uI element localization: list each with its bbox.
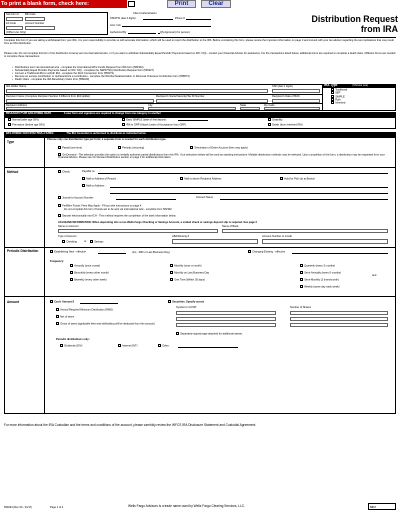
ira-type-options: [323, 88, 396, 105]
amount-gross[interactable]: [56, 322, 156, 325]
frequency-option[interactable]: [300, 264, 335, 267]
phone-label: Phone #: [175, 17, 185, 20]
ssn4-field[interactable]: [272, 89, 320, 93]
intro-paragraph: Complete this form if you are taking a withdrawal from your IRA. It is your responsibility to provide us with accurate information, which will be used to report the distribution to the IRS. Before completing this form, please review the important information on page 3 and consult with your tax advisor regarding the tax implications that may result from an IRA distribution.: [4, 39, 394, 46]
checkbox[interactable]: [90, 240, 93, 243]
page-number: Page 1 of 4: [50, 506, 64, 509]
zip-label: Zip Code: [264, 104, 275, 107]
reason-normal-label: Normal (after age 59½): [12, 118, 40, 122]
zip-field[interactable]: [264, 107, 320, 110]
mail-to-address-label: Mail to Address:: [86, 184, 105, 188]
print-blank-checkbox[interactable]: [128, 1, 135, 7]
checkbox[interactable]: [58, 196, 61, 199]
checkbox[interactable]: [58, 146, 61, 149]
payable-to-field[interactable]: [98, 170, 388, 174]
authorized-by-label: Authorized By: [110, 31, 127, 34]
recipient-address-label: Recipient Address: [6, 104, 27, 107]
phone-field[interactable]: [186, 17, 211, 20]
fa-code-field[interactable]: [6, 26, 23, 30]
ira-type-choose: (Choose one): [352, 84, 369, 87]
title-line-2: from IRA: [360, 24, 398, 34]
title-line-1: Distribution Request: [311, 14, 398, 24]
ira-type-label: SIMPLE: [335, 94, 345, 98]
recipient-dob-field[interactable]: [272, 99, 320, 103]
method-journal-label: Journal to Account Number: [62, 196, 94, 200]
checkbox[interactable]: [62, 240, 65, 243]
checkbox[interactable]: [300, 264, 303, 267]
frequency-label: Semi-Annually (every 6 months): [304, 271, 342, 275]
ssn4-label: SSN (last 4 digits): [272, 85, 293, 88]
reason-death-label: Death (from Inherited IRA): [272, 123, 303, 127]
city-label: City: [148, 104, 153, 107]
reason-ira-to-grp-label: IRA to GRP (Attach Letter of Acceptance from GRP): [126, 123, 186, 127]
acct-credit-field[interactable]: [262, 239, 388, 244]
amount-other-label: Other:: [162, 344, 170, 348]
checkbox[interactable]: [70, 264, 73, 267]
ira-type-option[interactable]: [331, 101, 396, 104]
reason-premature[interactable]: [8, 123, 45, 126]
city-field[interactable]: [148, 107, 236, 110]
shares-field-2[interactable]: [290, 317, 388, 321]
mail-above-address-label: Mail to above Recipient Address: [184, 177, 222, 181]
periodic-changing-label: Changing Existing - effective: [252, 250, 286, 254]
frequency-label: Quarterly (every 3 months): [304, 264, 336, 268]
ira-holder-name-field[interactable]: [6, 89, 268, 93]
account-savings-label: Savings: [94, 240, 104, 244]
more-info-paragraph: For more information about the IRA Custodian and the terms and conditions of the account, please carefully review the WFCS IRA Disclosure Statement and Custodial Agreement.: [4, 423, 257, 427]
authorized-by-field[interactable]: [128, 31, 156, 34]
method-label: Method: [7, 170, 19, 174]
br-code-label: BR Code: [25, 13, 36, 16]
method-journal[interactable]: [58, 196, 93, 199]
periodic-changing[interactable]: [248, 250, 285, 253]
checkbox[interactable]: [50, 300, 53, 303]
shares-field-3[interactable]: [290, 323, 388, 327]
type-on-demand-label: On-Demand - The selection provides the option to verbally authorize partial distributions from this IRA. Your selections below will be used as standing instructions. Multiple distribution methods may be selected. Upon completion of this form, a distribution may be requested from your Financial Advisor. Please see On Demand Distribution section on page 3 for additional information.: [58, 153, 385, 160]
type-partial[interactable]: [58, 146, 82, 149]
please-note-paragraph: Please note: Do not complete this form if the distribution is being sent via international wire, or if you want to withdraw Substantially Equal Periodic Payments based on IRC 72(t) - contact your Financial Advisor for assistance. For the transactions listed below, additional forms are required to complete a death claim. Different forms are needed to complete these transactions:: [4, 52, 396, 59]
fa-code-label: FA Code: [6, 22, 16, 25]
type-periodic[interactable]: [118, 146, 144, 149]
type-label: Type: [7, 140, 15, 144]
required-forms-list: [12, 66, 392, 81]
frequency-label: Bimonthly (every other month): [74, 271, 109, 275]
instructions-title: DISTRIBUTION INSTRUCTIONS: [6, 131, 54, 135]
amount-dividends[interactable]: [60, 344, 82, 347]
type-termination[interactable]: [190, 146, 248, 149]
recipient-ssn-field[interactable]: [156, 99, 268, 103]
checkbox[interactable]: [248, 250, 251, 253]
early-simple-date-field[interactable]: [178, 118, 208, 121]
type-partial-label: Partial (one-time): [62, 146, 83, 150]
reason-title: REASON FOR DISTRIBUTION: [6, 111, 51, 115]
account-or: or: [84, 240, 87, 243]
sr-box[interactable]: [368, 503, 396, 510]
symbol-field-1[interactable]: [176, 311, 276, 315]
checkbox[interactable]: [50, 250, 53, 253]
account-number-label: Account Number: [25, 22, 45, 25]
checkbox[interactable]: [118, 146, 121, 149]
reason-note: A new form and signature are required to change from one category to another: [63, 112, 161, 115]
mail-address-record-label: Mail to Address of Record: [86, 177, 116, 181]
amount-interest-label: Interest (INT): [122, 344, 138, 348]
sub-firm-field[interactable]: [6, 17, 23, 21]
amount-rmd[interactable]: [56, 308, 113, 311]
divider: [4, 37, 396, 38]
required-form-item: • Distributions sent via international wire - complete the International Wire Funds Request from IRA form (582302): [12, 66, 392, 69]
amount-net-label: Net of taxes: [60, 315, 75, 319]
checkbox[interactable]: [170, 271, 173, 274]
method-ach-label: Deposit electronically via ACH - This method requires the completion of the bank information below.: [62, 214, 177, 218]
required-form-item: • Remove an excess contribution or recharacterize a contribution - complete the IRA Recharacterization or Removal of Excess Contribution form (558573): [12, 75, 392, 78]
mail-above-address[interactable]: [180, 177, 221, 180]
ira-type-label: Inherited: [335, 101, 346, 105]
checkbox[interactable]: [70, 271, 73, 274]
account-checking-label: Checking: [66, 240, 78, 244]
state-label: State: [240, 104, 247, 107]
frequency-option[interactable]: [70, 271, 109, 274]
instructions-note: The IRA Custodian is authorized to distribute as indicated below.: [66, 132, 147, 135]
amount-cash-label: Cash: Amount $: [54, 300, 74, 304]
br-code-field[interactable]: [25, 17, 45, 21]
checkbox[interactable]: [56, 322, 59, 325]
checkbox[interactable]: [82, 177, 85, 180]
checkbox[interactable]: [56, 308, 59, 311]
acct-info-label: Acct. Info: [110, 24, 121, 27]
ach-info: ACH BANK INFORMATION: When depositing into a non-Wells Fargo Checking or Savings Account, a voided check or savings deposit slip is required. See page 2: [58, 221, 257, 224]
shares-field-1[interactable]: [290, 311, 388, 315]
checkbox[interactable]: [268, 123, 271, 126]
amount-gross-label: Gross of taxes (applicable fees and withholding will be deducted from this amount): [60, 322, 155, 326]
payable-to-label: Payable to:: [82, 170, 95, 173]
divider: [4, 167, 396, 168]
checkbox[interactable]: [158, 344, 161, 347]
ssn-auth-field[interactable]: [143, 17, 173, 20]
checkbox[interactable]: [60, 344, 63, 347]
reason-ira-to-grp[interactable]: [122, 123, 186, 126]
checkbox[interactable]: [190, 146, 193, 149]
periodic-establishing-label: Establishing New - effective: [54, 250, 87, 254]
type-on-demand[interactable]: [58, 153, 388, 159]
reason-death[interactable]: [268, 123, 303, 126]
recipient-name-field[interactable]: [6, 99, 154, 103]
checkbox[interactable]: [122, 118, 125, 121]
reason-early-simple[interactable]: [122, 118, 167, 121]
frequency-label: Monthly (once a month): [174, 264, 202, 268]
checkbox[interactable]: [70, 278, 73, 281]
type-termination-label: Termination of Entire Account (fees may apply): [194, 146, 248, 150]
account-savings[interactable]: [90, 240, 103, 243]
amount-securities[interactable]: [168, 300, 204, 303]
other-field[interactable]: [178, 344, 238, 348]
effective-range: (1st - 28th or Last Business Day): [132, 251, 170, 254]
checkbox[interactable]: [300, 271, 303, 274]
mail-address-record[interactable]: [82, 177, 116, 180]
periodic-label: Periodic Distribution: [7, 249, 39, 253]
qs-approval-label: QS Approval (if in person): [160, 31, 190, 34]
name-on-account-field[interactable]: [58, 229, 218, 233]
ira-holder-name-label: IRA Holder Name: [6, 85, 27, 88]
account-name-field[interactable]: [220, 196, 388, 200]
reason-premature-label: Premature (before age 59½): [12, 123, 45, 127]
type-intro: Choose only one distribution type per form; a separate form is needed for each distribution type.: [47, 138, 167, 141]
name-of-bank-label: Name of Bank: [222, 225, 239, 228]
checkbox[interactable]: [300, 278, 303, 281]
recipient-address-field[interactable]: [6, 107, 144, 110]
checkbox[interactable]: [118, 344, 121, 347]
separately-signed-label: Separately signed page attached for additional assets.: [180, 332, 243, 336]
mail-to-address-field[interactable]: [110, 184, 388, 188]
aba-field[interactable]: [172, 239, 258, 244]
ira-type-label: Traditional: [335, 88, 348, 92]
print-button[interactable]: Print: [167, 0, 196, 8]
method-fedwire-label: FedWire Funds: Fees May Apply - Fill out wire instructions on page 4.: [62, 204, 143, 208]
ira-type-label: SEP: [335, 91, 341, 95]
ssn-label: SSN/TIN (last 4 digits): [110, 17, 136, 20]
amount-dividends-label: Dividends (DIV): [64, 344, 83, 348]
amount-cash[interactable]: [50, 300, 74, 303]
checkbox[interactable]: [58, 204, 61, 207]
office-use-note: (Office Use Only): [6, 31, 26, 34]
num-shares-label: Number of Shares: [290, 306, 312, 309]
frequency-option[interactable]: [300, 278, 339, 281]
fedwire-note: Do not complete this form if funds are to be sent via international wire - complete form 582302: [64, 208, 172, 211]
separately-signed[interactable]: [176, 332, 243, 335]
checkbox[interactable]: [180, 177, 183, 180]
checkbox[interactable]: [280, 177, 283, 180]
acct-info-field[interactable]: [122, 24, 211, 27]
checkbox[interactable]: [268, 118, 271, 121]
sub-firm-label: Sub Firm #: [6, 13, 19, 16]
frequency-option[interactable]: [170, 271, 209, 274]
checkbox[interactable]: [82, 184, 85, 187]
hold-pickup[interactable]: [280, 177, 315, 180]
trademark: Wells Fargo Advisors is a trade name used by Wells Fargo Clearing Services, LLC.: [128, 504, 245, 508]
frequency-label: Semi-Monthly (2 times/month): [304, 278, 339, 282]
frequency-label: Monthly on Last Business Day: [174, 271, 210, 275]
frequency-label: Weekly (same day each week): [304, 285, 340, 289]
acct-credit-label: Account Number to Credit: [262, 235, 292, 238]
frequency-option[interactable]: [170, 264, 201, 267]
amount-interest[interactable]: [118, 344, 137, 347]
frequency-label: One Time (Within 30 days): [174, 278, 205, 282]
client-auth-label: Client Authentication: [133, 12, 157, 15]
name-on-account-label: Name on Account: [58, 225, 79, 228]
method-check[interactable]: [58, 170, 70, 173]
divider: [4, 296, 396, 297]
symbol-label: Symbol or CUSIP: [176, 306, 197, 309]
checkbox[interactable]: [170, 278, 173, 281]
ira-type-box: [322, 84, 396, 111]
periodic-only-label: Periodic distributions only:: [56, 338, 90, 341]
label-column-divider: [44, 137, 45, 414]
checkbox[interactable]: [122, 123, 125, 126]
checkbox[interactable]: [58, 214, 61, 217]
establishing-date-field[interactable]: [98, 250, 126, 254]
form-id: 590294 (Rev 09 - 01/17): [4, 506, 33, 509]
ira-type-label: Roth: [335, 98, 341, 102]
method-ach[interactable]: [58, 214, 176, 217]
amount-securities-label: Securities: Specify assets: [172, 300, 205, 304]
reason-early-simple-label: Early SIMPLE (date of first deposit:: [126, 118, 167, 122]
frequency-label: Annually (once a year): [74, 264, 101, 268]
checkbox[interactable]: [58, 170, 61, 173]
reason-normal[interactable]: [8, 118, 39, 121]
divider: [4, 247, 396, 248]
recipient-ssn-label: Recipient's Social Security/Tax ID Number: [156, 95, 205, 98]
semi-monthly-and: and: [372, 274, 377, 277]
reason-disability-label: Disability: [272, 118, 283, 122]
checkbox[interactable]: [176, 332, 179, 335]
ira-type-title: IRA Type: [324, 83, 338, 87]
sr-label: SR #: [370, 505, 376, 509]
cash-amount-field[interactable]: [80, 300, 118, 304]
amount-label: Amount: [7, 300, 20, 304]
checkbox[interactable]: [56, 315, 59, 318]
state-field[interactable]: [240, 107, 260, 110]
changing-date-field[interactable]: [292, 250, 388, 254]
symbol-field-3[interactable]: [176, 323, 276, 327]
frequency-option[interactable]: [300, 285, 339, 288]
frequency-option[interactable]: [70, 264, 100, 267]
required-form-item: • Substantially Equal Periodic Payments based on IRC 72(t) - complete the SEPP/72(t) Distribution Request form (590227): [12, 69, 392, 72]
reason-disability[interactable]: [268, 118, 283, 121]
checkbox[interactable]: [168, 300, 171, 303]
clear-button[interactable]: Clear: [201, 0, 231, 8]
required-form-item: • Death Claim - complete the IRA Beneficiary Claim form (589430): [12, 78, 392, 81]
journal-account-field[interactable]: [116, 196, 176, 200]
method-fedwire[interactable]: [58, 204, 142, 207]
type-of-account-label: Type of Account: [58, 235, 77, 238]
checkbox[interactable]: [8, 118, 11, 121]
checkbox[interactable]: [8, 123, 11, 126]
type-periodic-label: Periodic (recurring): [122, 146, 145, 150]
print-notice: To print a blank form, check here:: [0, 0, 127, 8]
frequency-label: Frequency:: [50, 260, 64, 263]
symbol-field-2[interactable]: [176, 317, 276, 321]
account-number-field[interactable]: [25, 26, 55, 30]
hold-pickup-label: Hold for Pick-Up at Branch: [284, 177, 315, 181]
required-form-item: • Convert a Traditional IRA to a Roth IRA - complete the Roth Conversion form (556071): [12, 72, 392, 75]
frequency-option[interactable]: [70, 278, 107, 281]
aba-label: ABA/Routing #: [172, 235, 190, 238]
recipient-name-label: Recipient Name (Complete Recipient Section if different from IRA Holder): [6, 95, 91, 98]
account-checking[interactable]: [62, 240, 77, 243]
frequency-option[interactable]: [170, 278, 205, 281]
checkbox[interactable]: [300, 285, 303, 288]
mail-to-address-field-2[interactable]: [110, 190, 388, 194]
account-name-label: Account Name: [196, 196, 214, 199]
amount-net[interactable]: [56, 315, 74, 318]
name-of-bank-field[interactable]: [222, 229, 388, 233]
method-check-label: Check:: [62, 170, 71, 174]
recipient-dob-label: Recipient's Date of Birth: [272, 95, 300, 98]
periodic-establishing[interactable]: [50, 250, 86, 253]
frequency-label: Biweekly (every other week): [74, 278, 107, 282]
amount-rmd-label: Annual Required Minimum Distribution (RMD): [60, 308, 113, 312]
checkbox[interactable]: [331, 101, 334, 104]
frequency-option[interactable]: [300, 271, 341, 274]
page-title: [258, 14, 398, 34]
mail-to-address[interactable]: [82, 184, 105, 187]
checkbox[interactable]: [170, 264, 173, 267]
amount-other[interactable]: [158, 344, 169, 347]
